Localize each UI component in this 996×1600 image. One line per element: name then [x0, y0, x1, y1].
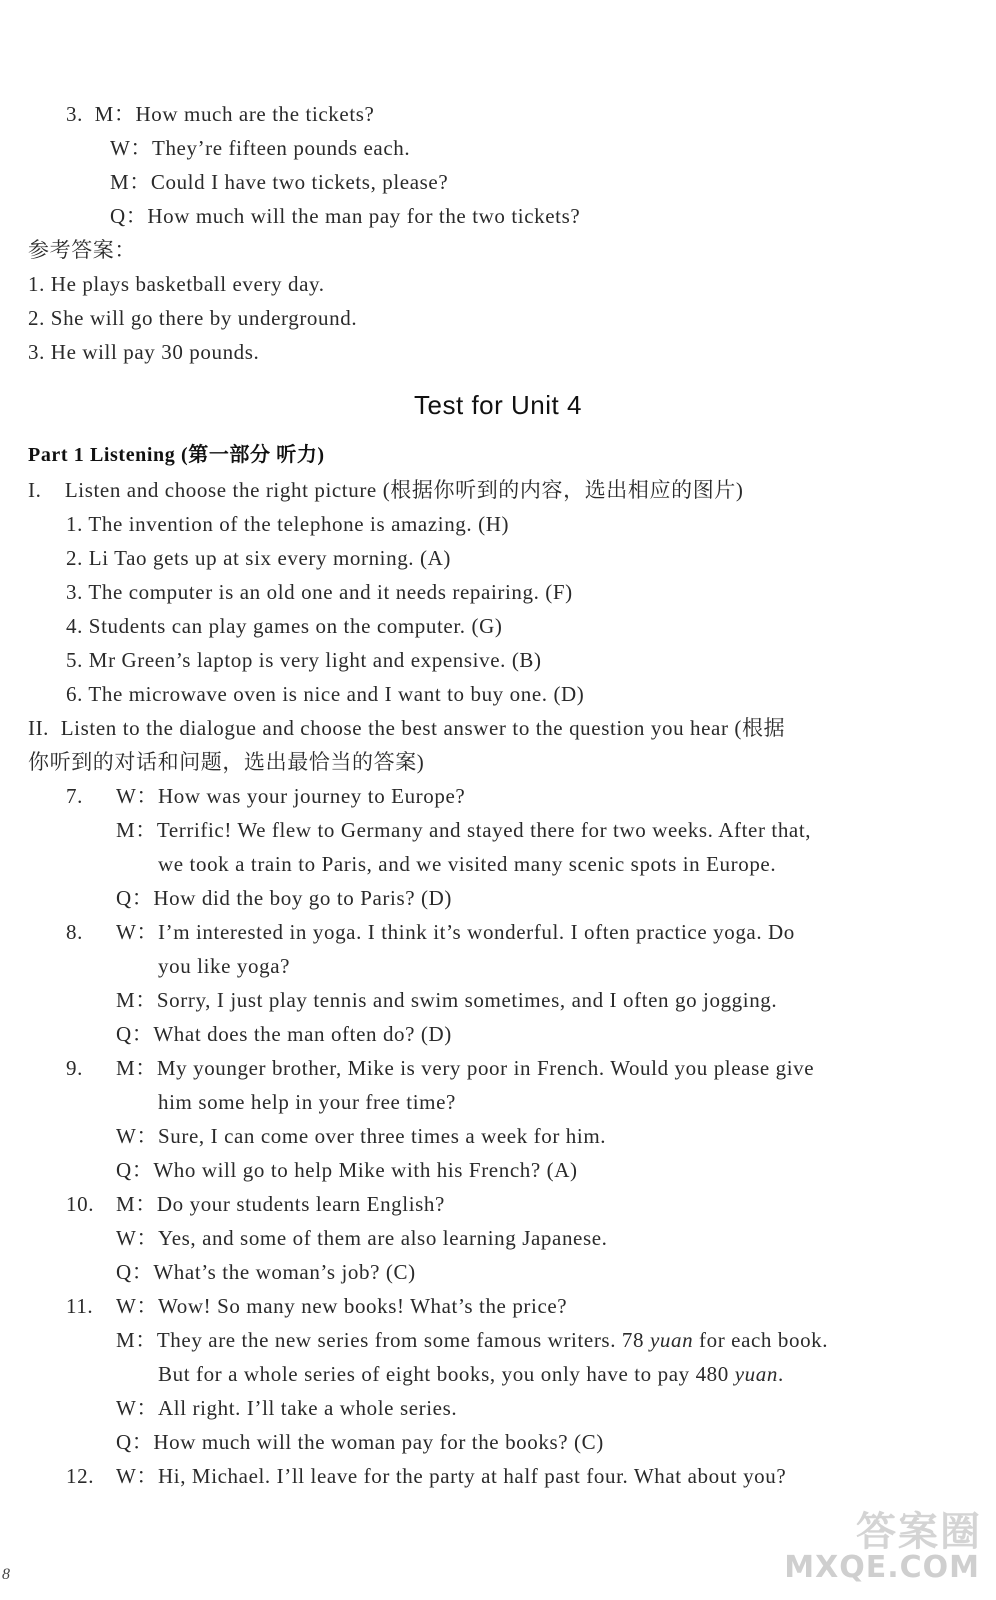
section2-instruction-line1: II. Listen to the dialogue and choose the best answer to the question you hear (根据	[28, 716, 786, 740]
watermark-logo-text: 答案圈	[856, 1509, 982, 1555]
answer-item: 1. He plays basketball every day.	[28, 272, 325, 296]
dialogue-3-m1: 3. M：How much are the tickets?	[66, 102, 375, 126]
section2-instruction-line2: 你听到的对话和问题，选出最恰当的答案)	[28, 750, 425, 774]
q8-w1: 8. W：I’m interested in yoga. I think it’s wonderful. I often practice yoga. Do	[66, 920, 795, 944]
q11-w2: W：All right. I’ll take a whole series.	[116, 1396, 458, 1420]
page-number: 8	[2, 1566, 10, 1583]
section1-item: 6. The microwave oven is nice and I want to buy one. (D)	[66, 682, 585, 706]
q11-m2: But for a whole series of eight books, you only have to pay 480 yuan.	[158, 1362, 784, 1386]
answer-item: 3. He will pay 30 pounds.	[28, 340, 260, 364]
watermark-url: MXQE.COM	[784, 1550, 980, 1585]
q7-m2: we took a train to Paris, and we visited many scenic spots in Europe.	[158, 852, 777, 876]
section1-item: 3. The computer is an old one and it needs repairing. (F)	[66, 580, 573, 604]
answer-item: 2. She will go there by underground.	[28, 306, 358, 330]
q8-q: Q：What does the man often do? (D)	[116, 1022, 452, 1046]
q11-q: Q：How much will the woman pay for the books? (C)	[116, 1430, 604, 1454]
q12-w: 12. W：Hi, Michael. I’ll leave for the party at half past four. What about you?	[66, 1464, 787, 1488]
section1-item: 5. Mr Green’s laptop is very light and expensive. (B)	[66, 648, 542, 672]
q9-w: W：Sure, I can come over three times a week for him.	[116, 1124, 607, 1148]
q7-q: Q：How did the boy go to Paris? (D)	[116, 886, 452, 910]
answers-heading: 参考答案：	[28, 238, 136, 262]
q8-m: M：Sorry, I just play tennis and swim sometimes, and I often go jogging.	[116, 988, 778, 1012]
part1-heading: Part 1 Listening (第一部分 听力)	[28, 444, 325, 466]
q11-m1: M：They are the new series from some famous writers. 78 yuan for each book.	[116, 1328, 829, 1352]
dialogue-3-w1: W：They’re fifteen pounds each.	[110, 136, 411, 160]
dialogue-3-q: Q：How much will the man pay for the two tickets?	[110, 204, 581, 228]
q7-w: 7. W：How was your journey to Europe?	[66, 784, 466, 808]
watermark	[784, 1500, 982, 1592]
q11-w: 11. W：Wow! So many new books! What’s the price?	[66, 1294, 568, 1318]
section1-item: 4. Students can play games on the computer. (G)	[66, 614, 503, 638]
section1-item: 1. The invention of the telephone is amazing. (H)	[66, 512, 510, 536]
q7-m1: M：Terrific! We flew to Germany and stayed there for two weeks. After that,	[116, 818, 812, 842]
q8-w2: you like yoga?	[158, 954, 291, 978]
q9-m2: him some help in your free time?	[158, 1090, 456, 1114]
q10-q: Q：What’s the woman’s job? (C)	[116, 1260, 416, 1284]
section1-instruction: I. Listen and choose the right picture (根据你听到的内容，选出相应的图片)	[28, 478, 744, 502]
q9-q: Q：Who will go to help Mike with his French? (A)	[116, 1158, 578, 1182]
q9-m1: 9. M：My younger brother, Mike is very poor in French. Would you please give	[66, 1056, 815, 1080]
dialogue-3-m2: M：Could I have two tickets, please?	[110, 170, 449, 194]
q10-m: 10. M：Do your students learn English?	[66, 1192, 445, 1216]
section1-item: 2. Li Tao gets up at six every morning. (A)	[66, 546, 451, 570]
q10-w: W：Yes, and some of them are also learning Japanese.	[116, 1226, 608, 1250]
test-title: Test for Unit 4	[414, 390, 582, 420]
